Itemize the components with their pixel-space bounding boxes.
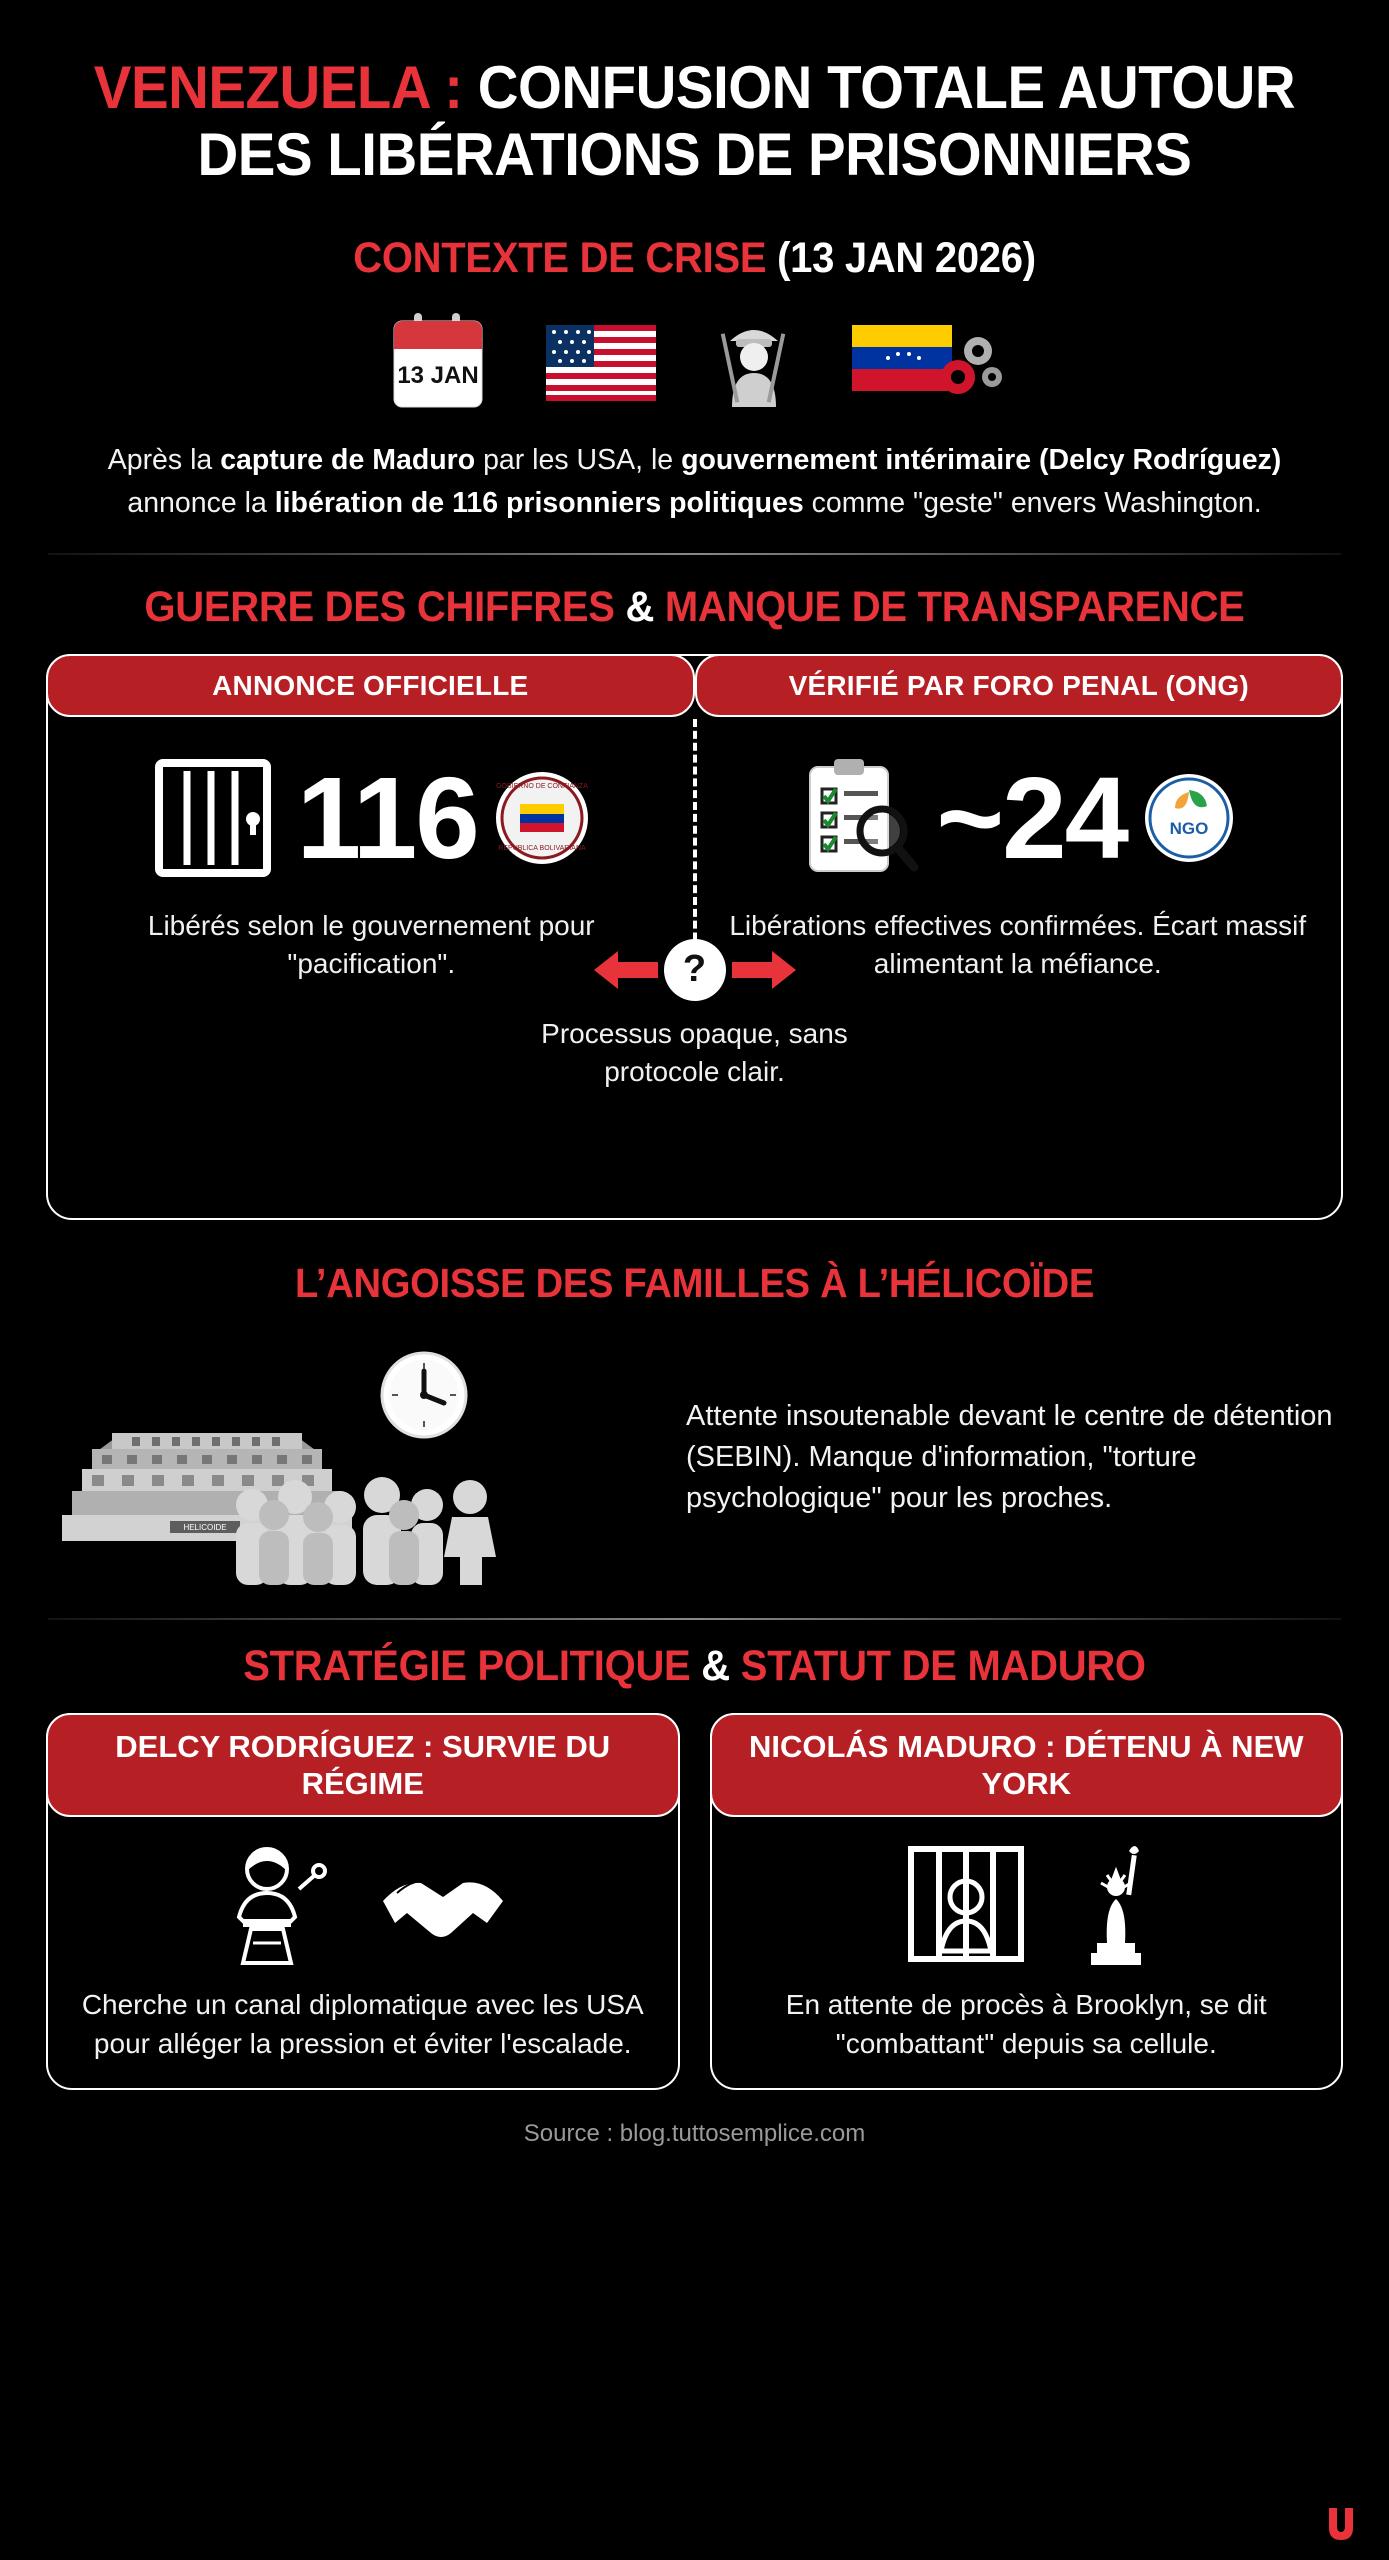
- section-divider-1: [48, 553, 1341, 555]
- strategy-cards-row: [38, 1713, 1351, 2090]
- families-title-text: L’ANGOISSE DES FAMILLES À L’HÉLICOÏDE: [295, 1259, 1094, 1306]
- families-graphic: [52, 1325, 672, 1590]
- venezuela-government-seal-icon: [494, 770, 590, 866]
- figures-body: [48, 743, 1341, 1087]
- calendar-icon: [388, 311, 488, 415]
- headline-rest: CONFUSION TOTALE AUTOUR DES LIBÉRATIONS DE PRISONNIERS: [197, 54, 1296, 189]
- question-mark-badge: ?: [664, 939, 726, 1001]
- us-flag-icon: [546, 325, 656, 401]
- clock-icon: [382, 1353, 466, 1437]
- helicoide-building-icon: [52, 1325, 672, 1590]
- context-part-4: annonce la: [127, 487, 275, 520]
- speaker-podium-icon: [203, 1839, 343, 1969]
- ngo-badge-icon: [1143, 772, 1235, 864]
- soldier-icon: [714, 311, 794, 415]
- context-part-3: gouvernement intérimaire (Delcy Rodríguez): [681, 444, 1282, 477]
- source-credit: Source : blog.tuttosemplice.com: [523, 2119, 866, 2147]
- context-section-title: [84, 234, 1305, 283]
- families-text: Attente insoutenable devant le centre de détention (SEBIN). Manque d'information, "torture psychologique" pour les proches.: [686, 1399, 1333, 1514]
- venezuela-flag-gears-icon: [852, 315, 1002, 411]
- strategy-title-amp: &: [690, 1641, 741, 1690]
- context-title-accent: CONTEXTE DE CRISE: [353, 234, 767, 283]
- figures-title-amp: &: [614, 582, 665, 631]
- svg-text:GOBIERNO DE CONFIANZA: GOBIERNO DE CONFIANZA: [495, 782, 588, 790]
- context-icon-row: [38, 309, 1351, 417]
- section-divider-2: [48, 1618, 1341, 1620]
- official-caption: Libérés selon le gouvernement pour "pacification".: [147, 909, 595, 979]
- handshake-icon: [373, 1849, 523, 1959]
- prisoner-bars-icon: [891, 1839, 1041, 1969]
- card-delcy-header: DELCY RODRÍGUEZ : SURVIE DU RÉGIME: [46, 1713, 680, 1817]
- figures-section-title: [84, 583, 1305, 632]
- page-title: [77, 54, 1311, 188]
- official-count: 116: [296, 752, 478, 883]
- opaque-process-marker: [592, 939, 798, 1001]
- ngo-figure-row: [800, 743, 1235, 893]
- arrow-left-icon: [592, 943, 660, 997]
- strategy-title-accent-2: STATUT DE MADURO: [740, 1641, 1146, 1690]
- context-part-2: par les USA, le: [475, 444, 682, 477]
- figures-headers: [48, 656, 1341, 717]
- ngo-count: ~24: [936, 752, 1128, 883]
- ngo-caption: Libérations effectives confirmées. Écart massif alimentant la méfiance.: [729, 909, 1307, 979]
- brand-logo-icon: [1319, 2500, 1363, 2544]
- strategy-section-title: [84, 1642, 1305, 1691]
- card-maduro-header: NICOLÁS MADURO : DÉTENU À NEW YORK: [710, 1713, 1344, 1817]
- card-maduro-icons: [891, 1829, 1161, 1979]
- card-maduro-text: En attente de procès à Brooklyn, se dit "combattant" depuis sa cellule.: [785, 1989, 1267, 2060]
- card-delcy-text: Cherche un canal diplomatique avec les USA pour alléger la pression et éviter l'escalade.: [81, 1989, 644, 2060]
- opaque-process-caption: Processus opaque, sans protocole clair.: [541, 1017, 848, 1087]
- checklist-magnifier-icon: [800, 757, 920, 879]
- context-part-6: comme "geste" envers Washington.: [803, 487, 1262, 520]
- figures-title-accent-2: MANQUE DE TRANSPARENCE: [664, 582, 1245, 631]
- families-section-title: [84, 1260, 1305, 1307]
- figures-comparison-box: [46, 654, 1343, 1220]
- calendar-day-label: 13 JAN: [396, 362, 479, 390]
- svg-text:HELICOIDE: HELICOIDE: [183, 1522, 227, 1532]
- arrow-right-icon: [730, 943, 798, 997]
- prison-door-icon: [153, 757, 281, 879]
- families-row: [38, 1325, 1351, 1590]
- official-figure-row: [153, 743, 590, 893]
- context-title-date: (13 JAN 2026): [766, 234, 1036, 283]
- headline-accent: VENEZUELA :: [93, 54, 463, 121]
- official-announcement-header: ANNONCE OFFICIELLE: [46, 654, 695, 717]
- ngo-badge-label: NGO: [1169, 818, 1209, 838]
- statue-of-liberty-icon: [1071, 1839, 1161, 1969]
- card-delcy-rodriguez: [46, 1713, 680, 2090]
- context-part-0: Après la: [107, 444, 221, 477]
- card-nicolas-maduro: [710, 1713, 1344, 2090]
- context-paragraph: [60, 439, 1329, 525]
- context-part-1: capture de Maduro: [220, 444, 476, 477]
- context-part-5: libération de 116 prisonniers politiques: [274, 487, 804, 520]
- svg-text:REPUBLICA BOLIVARIANA: REPUBLICA BOLIVARIANA: [498, 844, 586, 852]
- figures-title-accent-1: GUERRE DES CHIFFRES: [144, 582, 615, 631]
- card-delcy-icons: [203, 1829, 523, 1979]
- foro-penal-header: VÉRIFIÉ PAR FORO PENAL (ONG): [695, 654, 1344, 717]
- strategy-title-accent-1: STRATÉGIE POLITIQUE: [243, 1641, 691, 1690]
